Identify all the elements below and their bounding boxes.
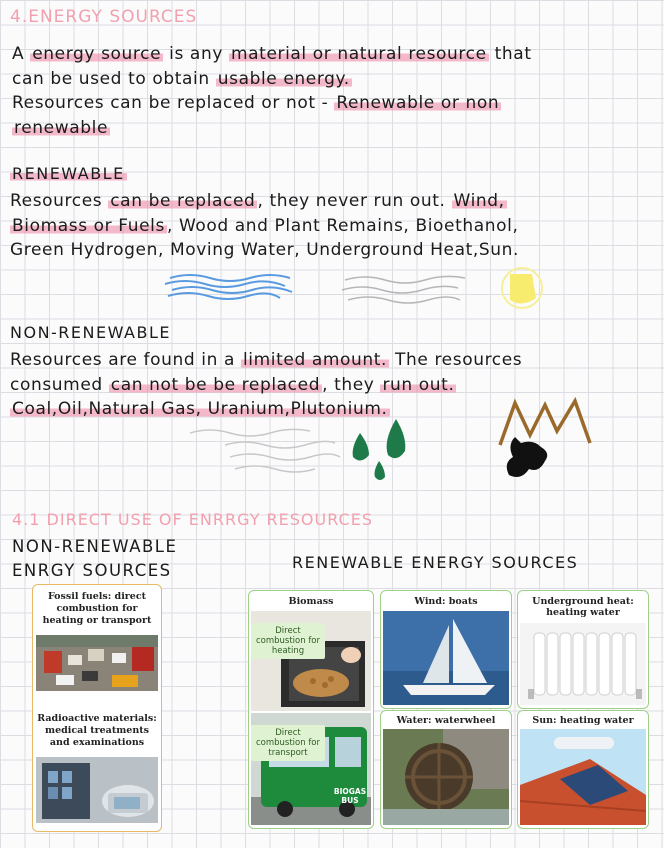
nonrenewable-title: NON-RENEWABLE: [10, 323, 171, 342]
card-fossil-caption: Fossil fuels: direct combustion for heating or transport: [42, 591, 152, 626]
sailboat-photo: [383, 611, 509, 705]
renewable-doodles: [160, 266, 560, 316]
gas-doodle-icon: [190, 429, 340, 472]
water-doodle-icon: [342, 276, 465, 303]
nonrenewable-paragraph: Resources are found in a limited amount. The resources consumed can not be be replaced , they run out. Coal,Oil,Natural Gas, Uranium,Plutonium.: [10, 350, 523, 419]
page-heading: 4.ENERGY SOURCES: [10, 7, 198, 27]
card-biomass-caption: Biomass: [288, 596, 334, 607]
card-water-caption: Water: waterwheel: [396, 715, 496, 726]
mountain-coal-icon: [500, 401, 590, 477]
biomass-tag-transport: Direct combustion for transport: [251, 725, 325, 761]
oil-drops-icon: [353, 419, 406, 480]
nonrenewable-doodles: [185, 395, 605, 490]
renewable-paragraph: Resources can be replaced , they never run out. Wind, Biomass or Fuels , Wood and Plant Remains, Bioethanol, Green Hydrogen, Moving Water, Underground Heat,Sun.: [10, 191, 520, 260]
intro-paragraph: [12, 42, 652, 140]
card-wind: [380, 590, 512, 709]
renewable-title: RENEWABLE: [12, 164, 125, 183]
nonrenewable-energy-sources-title: NON-RENEWABLE ENRGY SOURCES: [12, 537, 178, 580]
card-underground-caption: Underground heat: heating water: [532, 596, 634, 618]
intro-line-3: Resources can be replaced or not - Renewable or non: [12, 93, 500, 113]
radiator-photo: [520, 623, 646, 705]
intro-line-1: A energy source is any material or natural resource that: [12, 44, 532, 64]
card-nonrenewable: [32, 584, 162, 832]
bus-label: BIOGAS BUS: [333, 787, 367, 805]
traffic-photo: [36, 635, 158, 691]
card-sun-caption: Sun: heating water: [532, 715, 634, 726]
card-biomass: [248, 590, 374, 829]
biomass-tag-heating: Direct combustion for heating: [251, 623, 325, 659]
sun-doodle-icon: [502, 268, 542, 308]
intro-line-4: renewable: [14, 117, 109, 138]
card-radioactive-caption: Radioactive materials: medical treatments and examinations: [37, 713, 157, 748]
renewable-energy-sources-title: RENEWABLE ENERGY SOURCES: [292, 553, 579, 572]
medical-equipment-photo: [36, 757, 158, 823]
intro-line-2: can be used to obtain usable energy.: [12, 68, 350, 89]
card-underground: [517, 590, 649, 709]
card-water: [380, 710, 512, 829]
card-sun: [517, 710, 649, 829]
solar-panel-photo: [520, 729, 646, 825]
waterwheel-photo: [383, 729, 509, 825]
section41-title: 4.1 DIRECT USE OF ENRRGY RESOURCES: [12, 510, 373, 529]
wind-doodle-icon: [165, 275, 292, 299]
card-wind-caption: Wind: boats: [414, 596, 478, 607]
